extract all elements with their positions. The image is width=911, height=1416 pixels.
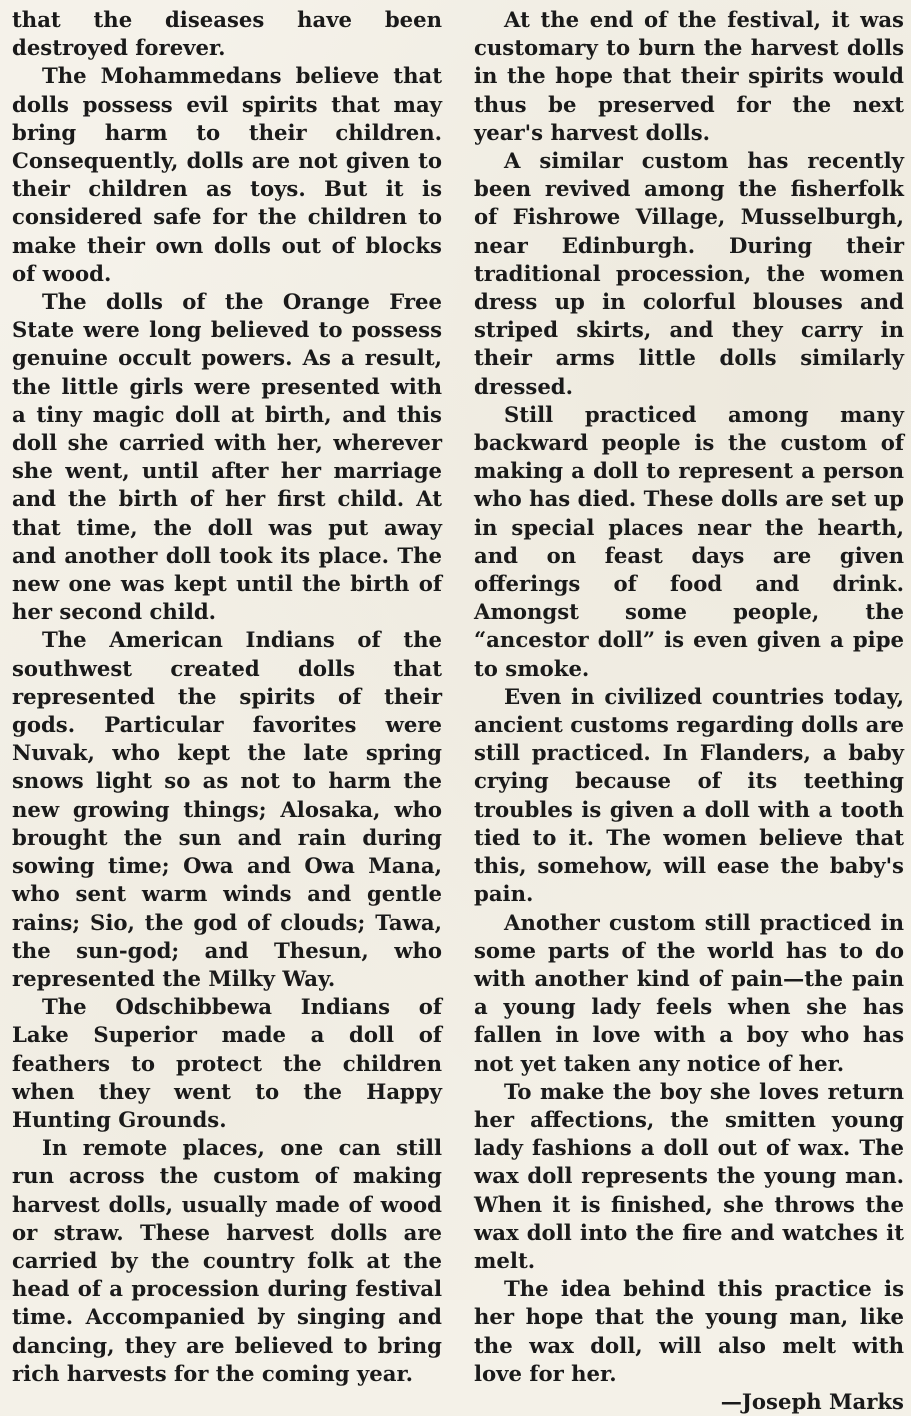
left-column: [12, 6, 442, 1388]
paragraph: Even in civilized countries today, ancient customs regarding dolls are still practiced. In Flanders, a baby crying because of its teething troubles is given a doll with a tooth tied to it. The women believe that this, somehow, will ease the baby's pain.: [474, 683, 904, 907]
paragraph: To make the boy she loves return her affections, the smitten young lady fashions a doll out of wax. The wax doll represents the young man. When it is finished, she throws the wax doll into the fire and watches it melt.: [474, 1078, 904, 1273]
paragraph: At the end of the festival, it was customary to burn the harvest dolls in the hope that their spirits would thus be preserved for the next year's harvest dolls.: [474, 7, 904, 145]
paragraph: A similar custom has recently been revived among the fisherfolk of Fishrowe Village, Musselburgh, near Edinburgh. During their traditional procession, the women dress up in colorful blouses and striped skirts, and they carry in their arms little dolls similarly dressed.: [474, 148, 904, 399]
paragraph: The idea behind this practice is her hope that the young man, like the wax doll, will also melt with love for her.: [474, 1276, 904, 1386]
paragraph: The dolls of the Orange Free State were long believed to possess genuine occult powers. As a result, the little girls were presented with a tiny magic doll at birth, and this doll she carried with her, wherever she went, until after her marriage and the birth of her first child. At that time, the doll was put away and another doll took its place. The new one was kept until the birth of her second child.: [12, 289, 442, 625]
paragraph: The Odschibbewa Indians of Lake Superior made a doll of feathers to protect the children when they went to the Happy Hunting Grounds.: [12, 994, 442, 1132]
paragraph: The American Indians of the southwest created dolls that represented the spirits of their gods. Particular favorites were Nuvak, who kept the late spring snows light so as not to harm the new growing things; Alosaka, who brought the sun and rain during sowing time; Owa and Owa Mana, who sent warm winds and gentle rains; Sio, the god of clouds; Tawa, the sun-god; and Thesun, who represented the Milky Way.: [12, 627, 442, 991]
paragraph: In remote places, one can still run across the custom of making harvest dolls, usually made of wood or straw. These harvest dolls are carried by the country folk at the head of a procession during festival time. Accompanied by singing and dancing, they are believed to bring rich harvests for the coming year.: [12, 1135, 442, 1386]
paragraph: Still practiced among many backward people is the custom of making a doll to represent a person who has died. These dolls are set up in special places near the hearth, and on feast days are given offerings of food and drink. Amongst some people, the “ancestor doll” is even given a pipe to smoke.: [474, 401, 904, 681]
paragraph: Another custom still practiced in some parts of the world has to do with another kind of pain—the pain a young lady feels when she has fallen in love with a boy who has not yet taken any notice of her.: [474, 909, 904, 1076]
author-signature: —Joseph Marks: [720, 1388, 904, 1414]
paragraph: that the diseases have been destroyed forever.: [12, 7, 442, 61]
paragraph: The Mohammedans believe that dolls possess evil spirits that may bring harm to their children. Consequently, dolls are not given to their children as toys. But it is considered safe for the children to make their own dolls out of blocks of wood.: [12, 63, 442, 286]
right-column: [474, 6, 904, 1416]
